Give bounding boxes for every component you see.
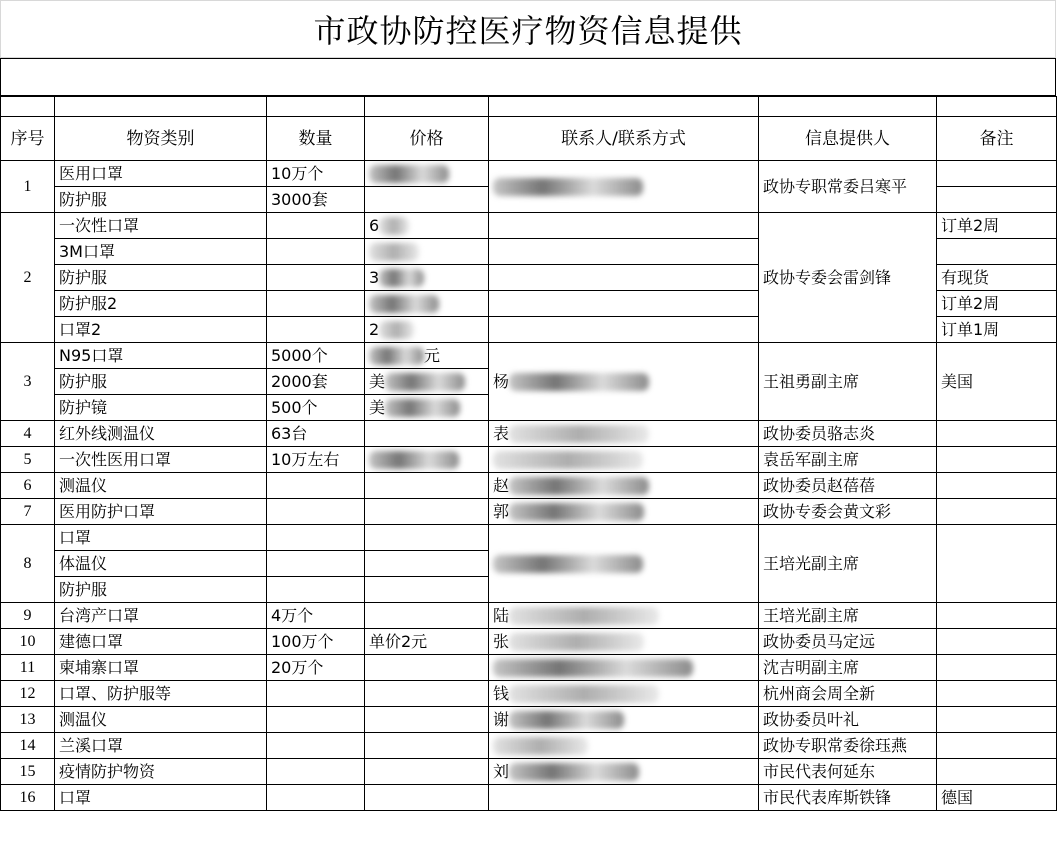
contact-cell	[489, 343, 759, 421]
provider-cell: 政协委员赵蓓蓓	[759, 473, 937, 499]
category-cell: 测温仪	[55, 473, 267, 499]
provider-cell: 王培光副主席	[759, 603, 937, 629]
provider-cell: 袁岳军副主席	[759, 447, 937, 473]
table-row	[1, 525, 1057, 551]
blank-row	[0, 58, 1056, 96]
note-cell: 有现货	[937, 265, 1057, 291]
quantity-cell: 3000套	[267, 187, 365, 213]
provider-cell: 杭州商会周全新	[759, 681, 937, 707]
price-cell	[365, 551, 489, 577]
redacted-price	[369, 347, 424, 365]
contact-partial: 刘	[493, 761, 510, 781]
col-header-quantity: 数量	[267, 117, 365, 161]
redacted-contact	[509, 425, 649, 443]
category-cell: 防护镜	[55, 395, 267, 421]
quantity-cell: 20万个	[267, 655, 365, 681]
category-cell: 口罩	[55, 785, 267, 811]
category-cell: 口罩2	[55, 317, 267, 343]
category-cell: 体温仪	[55, 551, 267, 577]
price-partial: 2	[369, 319, 380, 339]
price-cell	[365, 759, 489, 785]
row-no: 6	[1, 473, 55, 499]
table-row	[1, 785, 1057, 811]
quantity-cell	[267, 759, 365, 785]
note-cell: 美国	[937, 343, 1057, 421]
category-cell: 红外线测温仪	[55, 421, 267, 447]
category-cell: 口罩、防护服等	[55, 681, 267, 707]
redacted-price	[379, 269, 424, 287]
provider-cell: 政协委员马定远	[759, 629, 937, 655]
redacted-price	[369, 295, 439, 313]
quantity-cell: 4万个	[267, 603, 365, 629]
category-cell: N95口罩	[55, 343, 267, 369]
row-no: 10	[1, 629, 55, 655]
redacted-contact	[509, 763, 639, 781]
table-row	[1, 759, 1057, 785]
contact-cell	[489, 239, 759, 265]
category-cell: 测温仪	[55, 707, 267, 733]
quantity-cell: 63台	[267, 421, 365, 447]
table-row	[1, 421, 1057, 447]
note-cell: 订单2周	[937, 291, 1057, 317]
note-cell	[937, 655, 1057, 681]
page-title: 市政协防控医疗物资信息提供	[0, 0, 1056, 58]
redacted-contact	[509, 685, 659, 703]
price-cell: 单价2元	[365, 629, 489, 655]
quantity-cell	[267, 681, 365, 707]
quantity-cell	[267, 733, 365, 759]
provider-cell: 沈吉明副主席	[759, 655, 937, 681]
quantity-cell	[267, 577, 365, 603]
table-row	[1, 447, 1057, 473]
note-cell	[937, 603, 1057, 629]
row-no: 2	[1, 213, 55, 343]
quantity-cell	[267, 265, 365, 291]
table-row	[1, 213, 1057, 239]
price-partial: 3	[369, 267, 380, 287]
price-partial: 美	[369, 371, 386, 391]
row-no: 14	[1, 733, 55, 759]
category-cell: 兰溪口罩	[55, 733, 267, 759]
price-cell	[365, 655, 489, 681]
redacted-contact	[509, 477, 649, 495]
category-cell: 医用防护口罩	[55, 499, 267, 525]
category-cell: 一次性医用口罩	[55, 447, 267, 473]
spacer-row	[1, 97, 1057, 117]
price-cell	[365, 603, 489, 629]
category-cell: 防护服	[55, 187, 267, 213]
note-cell: 订单2周	[937, 213, 1057, 239]
price-cell	[365, 733, 489, 759]
table-row	[1, 629, 1057, 655]
redacted-price	[385, 399, 460, 417]
note-cell	[937, 759, 1057, 785]
price-cell	[365, 161, 489, 187]
contact-partial: 陆	[493, 605, 510, 625]
quantity-cell	[267, 551, 365, 577]
contact-partial: 张	[493, 631, 510, 651]
contact-cell	[489, 629, 759, 655]
price-cell	[365, 369, 489, 395]
category-cell: 疫情防护物资	[55, 759, 267, 785]
col-header-provider: 信息提供人	[759, 117, 937, 161]
redacted-contact	[493, 737, 588, 755]
table-row	[1, 707, 1057, 733]
note-cell	[937, 239, 1057, 265]
provider-cell: 市民代表何延东	[759, 759, 937, 785]
note-cell	[937, 499, 1057, 525]
note-cell	[937, 473, 1057, 499]
row-no: 13	[1, 707, 55, 733]
provider-cell: 政协委员骆志炎	[759, 421, 937, 447]
header-row	[1, 117, 1057, 161]
price-cell	[365, 187, 489, 213]
quantity-cell: 100万个	[267, 629, 365, 655]
contact-cell	[489, 161, 759, 213]
redacted-price	[369, 243, 419, 261]
provider-cell: 政协专委会雷剑锋	[759, 213, 937, 343]
category-cell: 防护服	[55, 577, 267, 603]
category-cell: 柬埔寨口罩	[55, 655, 267, 681]
redacted-price	[385, 373, 465, 391]
redacted-contact	[509, 633, 644, 651]
category-cell: 防护服2	[55, 291, 267, 317]
contact-partial: 表	[493, 423, 510, 443]
contact-cell	[489, 291, 759, 317]
quantity-cell	[267, 525, 365, 551]
contact-cell	[489, 473, 759, 499]
table-row	[1, 681, 1057, 707]
row-no: 12	[1, 681, 55, 707]
price-cell	[365, 681, 489, 707]
note-cell: 德国	[937, 785, 1057, 811]
quantity-cell: 10万个	[267, 161, 365, 187]
table-row	[1, 473, 1057, 499]
quantity-cell	[267, 291, 365, 317]
category-cell: 台湾产口罩	[55, 603, 267, 629]
note-cell	[937, 187, 1057, 213]
contact-cell	[489, 785, 759, 811]
quantity-cell	[267, 239, 365, 265]
col-header-no: 序号	[1, 117, 55, 161]
note-cell	[937, 629, 1057, 655]
price-cell	[365, 265, 489, 291]
price-cell	[365, 785, 489, 811]
price-cell	[365, 447, 489, 473]
contact-partial: 杨	[493, 371, 510, 391]
price-cell	[365, 239, 489, 265]
redacted-price	[369, 451, 459, 469]
contact-cell	[489, 317, 759, 343]
price-partial: 美	[369, 397, 386, 417]
redacted-contact	[493, 451, 643, 469]
row-no: 7	[1, 499, 55, 525]
provider-cell: 政协专职常委徐珏燕	[759, 733, 937, 759]
table-row	[1, 603, 1057, 629]
row-no: 1	[1, 161, 55, 213]
category-cell: 建德口罩	[55, 629, 267, 655]
price-cell	[365, 421, 489, 447]
quantity-cell: 5000个	[267, 343, 365, 369]
quantity-cell	[267, 317, 365, 343]
contact-cell	[489, 499, 759, 525]
price-cell	[365, 473, 489, 499]
provider-cell: 政协委员叶礼	[759, 707, 937, 733]
col-header-price: 价格	[365, 117, 489, 161]
price-cell	[365, 343, 489, 369]
price-partial: 元	[424, 345, 441, 365]
row-no: 16	[1, 785, 55, 811]
redacted-price	[379, 217, 409, 235]
redacted-contact	[493, 555, 643, 573]
redacted-contact	[509, 607, 659, 625]
note-cell	[937, 733, 1057, 759]
contact-cell	[489, 681, 759, 707]
category-cell: 防护服	[55, 265, 267, 291]
quantity-cell: 500个	[267, 395, 365, 421]
category-cell: 口罩	[55, 525, 267, 551]
contact-cell	[489, 603, 759, 629]
quantity-cell: 10万左右	[267, 447, 365, 473]
table-row	[1, 655, 1057, 681]
col-header-category: 物资类别	[55, 117, 267, 161]
price-cell	[365, 525, 489, 551]
row-no: 9	[1, 603, 55, 629]
note-cell	[937, 447, 1057, 473]
quantity-cell	[267, 213, 365, 239]
price-cell	[365, 707, 489, 733]
note-cell	[937, 707, 1057, 733]
redacted-contact	[493, 178, 643, 196]
row-no: 15	[1, 759, 55, 785]
category-cell: 医用口罩	[55, 161, 267, 187]
price-cell	[365, 291, 489, 317]
redacted-contact	[509, 711, 624, 729]
price-cell	[365, 317, 489, 343]
provider-cell: 王祖勇副主席	[759, 343, 937, 421]
note-cell	[937, 681, 1057, 707]
contact-partial: 谢	[493, 709, 510, 729]
provider-cell: 政协专职常委吕寒平	[759, 161, 937, 213]
provider-cell: 市民代表库斯铁锋	[759, 785, 937, 811]
contact-cell	[489, 707, 759, 733]
quantity-cell	[267, 473, 365, 499]
price-cell	[365, 395, 489, 421]
redacted-contact	[509, 373, 649, 391]
category-cell: 3M口罩	[55, 239, 267, 265]
contact-cell	[489, 525, 759, 603]
row-no: 3	[1, 343, 55, 421]
contact-cell	[489, 213, 759, 239]
note-cell	[937, 525, 1057, 603]
note-cell: 订单1周	[937, 317, 1057, 343]
quantity-cell: 2000套	[267, 369, 365, 395]
redacted-contact	[493, 659, 693, 677]
table-row	[1, 499, 1057, 525]
provider-cell: 王培光副主席	[759, 525, 937, 603]
provider-cell: 政协专委会黄文彩	[759, 499, 937, 525]
contact-cell	[489, 655, 759, 681]
table-row	[1, 161, 1057, 187]
row-no: 8	[1, 525, 55, 603]
row-no: 5	[1, 447, 55, 473]
redacted-price	[379, 321, 414, 339]
redacted-contact	[509, 503, 644, 521]
price-cell	[365, 499, 489, 525]
table-row	[1, 343, 1057, 369]
table-row	[1, 733, 1057, 759]
price-partial: 6	[369, 215, 380, 235]
note-cell	[937, 421, 1057, 447]
price-cell	[365, 213, 489, 239]
quantity-cell	[267, 499, 365, 525]
row-no: 11	[1, 655, 55, 681]
supplies-table	[0, 96, 1057, 811]
col-header-contact: 联系人/联系方式	[489, 117, 759, 161]
redacted-price	[369, 165, 449, 183]
contact-cell	[489, 421, 759, 447]
category-cell: 一次性口罩	[55, 213, 267, 239]
contact-cell	[489, 733, 759, 759]
contact-cell	[489, 447, 759, 473]
row-no: 4	[1, 421, 55, 447]
note-cell	[937, 161, 1057, 187]
contact-cell	[489, 759, 759, 785]
contact-cell	[489, 265, 759, 291]
contact-partial: 赵	[493, 475, 510, 495]
contact-partial: 钱	[493, 683, 510, 703]
category-cell: 防护服	[55, 369, 267, 395]
price-cell	[365, 577, 489, 603]
quantity-cell	[267, 785, 365, 811]
quantity-cell	[267, 707, 365, 733]
contact-partial: 郭	[493, 501, 510, 521]
col-header-note: 备注	[937, 117, 1057, 161]
